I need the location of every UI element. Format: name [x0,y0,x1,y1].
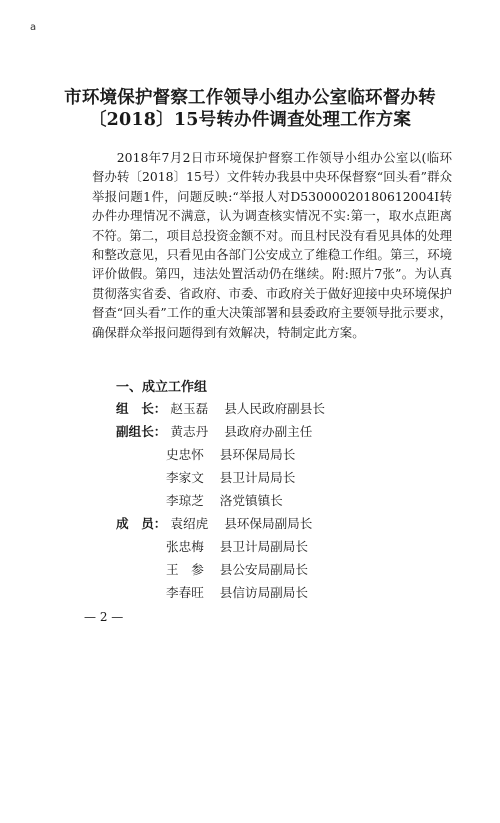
member-title: 县环保局副局长 [224,516,313,531]
deputy-row [166,467,295,486]
leader-role-label: 组 长： [116,401,167,416]
page-number: — 2 — [84,610,124,624]
member-name: 张忠梅 [166,539,204,554]
deputy-row [166,490,283,509]
deputy-role-label: 副组长： [116,424,167,439]
document-title-line2: 〔2018〕15号转办件调查处理工作方案 [88,110,412,130]
member-name: 李春旺 [166,585,204,600]
member-title: 县卫计局副局长 [219,539,308,554]
section-heading: 一、成立工作组 [116,380,208,395]
member-title: 县公安局副局长 [219,562,308,577]
leader-title: 县人民政府副县长 [224,401,325,416]
deputy-row [166,444,295,463]
member-row [116,513,312,532]
deputy-name: 李家文 [166,470,204,485]
member-row [166,536,308,555]
body-paragraph-text: 2018年7月2日市环境保护督察工作领导小组办公室以(临环督办转〔2018〕15号）文件转办我县中央环保督察“回头看”群众举报问题1件，问题反映:“举报人对D53000020180612004I转办件办理情况不满意，认为调查核实情况不实:第一，取水点距离不符。第二，项目总投资金额不对。而且村民没有看见具体的处理和整改意见，只看见由各部门公安成立了维稳工作组。第三，环境评价做假。第四，违法处置活动仍在继续。附:照片7张”。为认真贯彻落实省委、省政府、市委、市政府关于做好迎接中央环境保护督查“回头看”工作的重大决策部署和县委政府主要领导批示要求，确保群众举报问题得到有效解决，特制定此方案。 [92,150,452,340]
member-row [166,582,308,601]
deputy-title: 县政府办副主任 [224,424,313,439]
deputy-name: 史忠怀 [166,447,204,462]
body-paragraph [92,148,452,342]
deputy-row [116,421,312,440]
deputy-title: 县卫计局局长 [219,470,296,485]
member-name: 袁绍虎 [170,516,209,531]
leader-name: 赵玉磊 [170,401,209,416]
member-title: 县信访局副局长 [219,585,308,600]
member-name: 王 参 [166,562,204,577]
member-row [166,559,308,578]
deputy-name: 李琼芝 [166,493,204,508]
deputy-name: 黄志丹 [170,424,209,439]
page-corner-mark: a [30,22,37,33]
deputy-title: 洛党镇镇长 [219,493,283,508]
deputy-title: 县环保局局长 [219,447,296,462]
document-title-line1: 市环境保护督察工作领导小组办公室临环督办转 [64,88,436,108]
member-role-label: 成 员： [116,516,167,531]
leader-row [116,398,325,417]
